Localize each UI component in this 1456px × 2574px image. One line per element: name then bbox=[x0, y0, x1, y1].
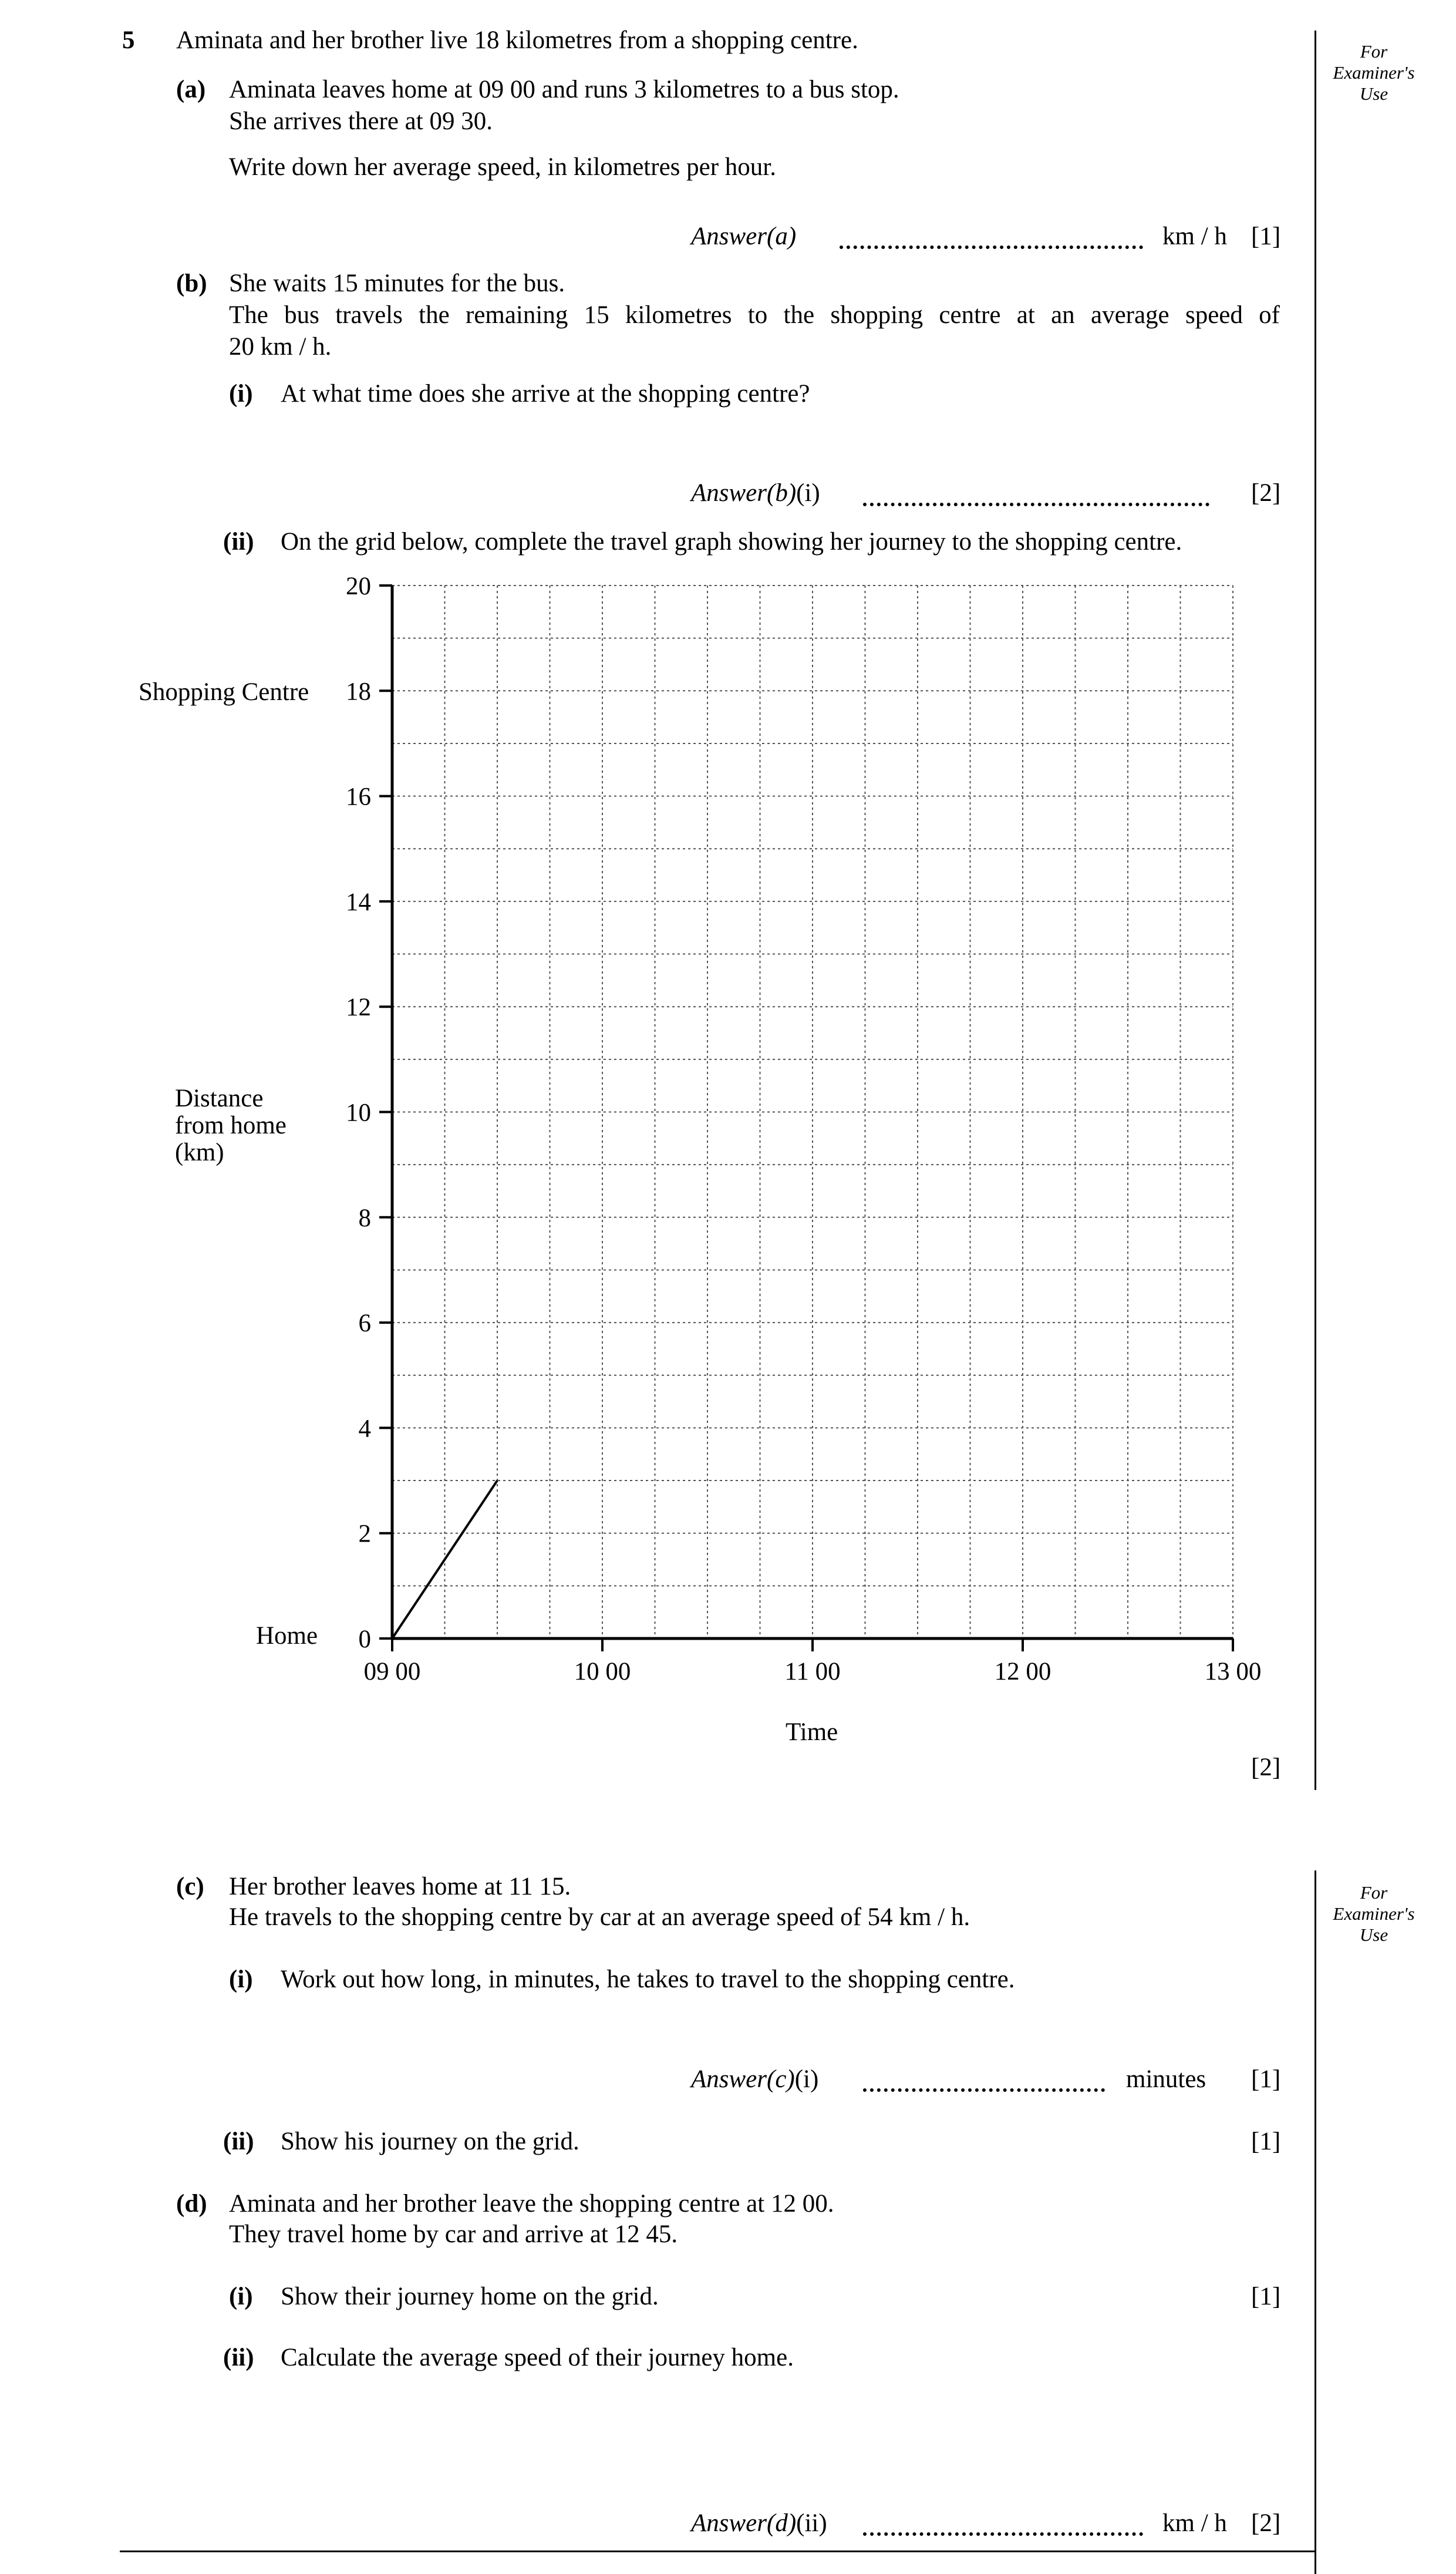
examiner-label-line: Examiner's bbox=[1333, 1903, 1415, 1924]
y-tick-label: 6 bbox=[358, 1310, 371, 1338]
part-c-ii-marks: [1] bbox=[1251, 2128, 1281, 2155]
y-tick-label: 4 bbox=[358, 1415, 371, 1443]
part-d-ii-marks: [2] bbox=[1251, 2509, 1281, 2537]
part-c-i-unit: minutes bbox=[1126, 2065, 1206, 2093]
answer-label-suffix: (i) bbox=[794, 2065, 819, 2093]
part-b-label: (b) bbox=[176, 270, 207, 297]
part-a-answer-label: Answer(a) bbox=[691, 223, 797, 250]
part-c-i-answer-line[interactable] bbox=[863, 2088, 1105, 2092]
part-d-line2: They travel home by car and arrive at 12 45. bbox=[229, 2220, 678, 2248]
y-tick-label: 8 bbox=[358, 1204, 371, 1232]
examiner-label-line: For bbox=[1360, 41, 1388, 62]
answer-label-suffix: (i) bbox=[796, 479, 820, 507]
y-axis-label-line: (km) bbox=[175, 1139, 224, 1166]
part-d-ii-answer-line[interactable] bbox=[863, 2532, 1143, 2536]
answer-label-suffix: (ii) bbox=[796, 2509, 827, 2537]
part-d-i-text: Show their journey home on the grid. bbox=[281, 2283, 659, 2310]
part-c-i-marks: [1] bbox=[1251, 2065, 1281, 2093]
part-d-ii-answer-label bbox=[691, 2509, 827, 2538]
examiner-use-label-bottom bbox=[1315, 1882, 1433, 1946]
part-d-line1: Aminata and her brother leave the shopping centre at 12 00. bbox=[229, 2190, 834, 2218]
x-axis-label: Time bbox=[786, 1718, 838, 1746]
x-tick-label: 11 00 bbox=[784, 1658, 841, 1685]
x-tick-label: 09 00 bbox=[363, 1658, 421, 1685]
part-c-i-text: Work out how long, in minutes, he takes to travel to the shopping centre. bbox=[281, 1966, 1015, 1993]
part-d-ii-label: (ii) bbox=[223, 2344, 254, 2371]
y-axis-label bbox=[175, 1085, 287, 1166]
examiner-label-line: For bbox=[1360, 1882, 1388, 1903]
examiner-label-line: Examiner's bbox=[1333, 62, 1415, 83]
y-tick-label: 2 bbox=[358, 1520, 371, 1548]
y-tick-label: 20 bbox=[346, 573, 371, 600]
part-d-ii-text: Calculate the average speed of their journey home. bbox=[281, 2344, 794, 2371]
y-tick-label: 12 bbox=[346, 994, 371, 1022]
part-a-line2: She arrives there at 09 30. bbox=[229, 107, 493, 135]
y-tick-label: 16 bbox=[346, 783, 371, 811]
answer-label-italic: Answer(b) bbox=[691, 479, 797, 507]
part-c-ii-label: (ii) bbox=[223, 2128, 254, 2155]
part-a-label: (a) bbox=[176, 76, 206, 103]
y-axis-label-line: Distance bbox=[175, 1085, 264, 1112]
x-tick-label: 10 00 bbox=[574, 1658, 631, 1685]
part-c-ii-text: Show his journey on the grid. bbox=[281, 2128, 579, 2155]
part-a-unit: km / h bbox=[1162, 223, 1227, 250]
part-b-ii-text: On the grid below, complete the travel graph showing her journey to the shopping centre. bbox=[281, 528, 1182, 556]
examiner-label-line: Use bbox=[1359, 83, 1388, 104]
part-a-line1: Aminata leaves home at 09 00 and runs 3 kilometres to a bus stop. bbox=[229, 76, 899, 103]
y-annotation-home: Home bbox=[256, 1622, 318, 1650]
y-tick-label: 14 bbox=[346, 888, 371, 916]
part-b-line3: 20 km / h. bbox=[229, 333, 332, 361]
part-a-instruction: Write down her average speed, in kilometres per hour. bbox=[229, 153, 776, 181]
part-d-i-marks: [1] bbox=[1251, 2283, 1281, 2310]
part-b-ii-label: (ii) bbox=[223, 528, 254, 556]
y-axis-label-line: from home bbox=[175, 1112, 287, 1139]
question-number: 5 bbox=[122, 26, 135, 54]
part-d-i-label: (i) bbox=[229, 2283, 253, 2310]
part-b-ii-marks: [2] bbox=[1251, 1754, 1281, 1781]
part-d-ii-unit: km / h bbox=[1162, 2509, 1227, 2537]
part-c-i-label: (i) bbox=[229, 1966, 253, 1993]
part-b-line2: The bus travels the remaining 15 kilometres to the shopping centre at an average speed of bbox=[229, 301, 1280, 329]
y-tick-label: 18 bbox=[346, 678, 371, 706]
part-b-line1: She waits 15 minutes for the bus. bbox=[229, 270, 565, 297]
part-c-label: (c) bbox=[176, 1873, 204, 1900]
part-b-i-marks: [2] bbox=[1251, 479, 1281, 507]
answer-label-italic: Answer(c) bbox=[691, 2065, 795, 2093]
part-c-line2: He travels to the shopping centre by car at an average speed of 54 km / h. bbox=[229, 1903, 970, 1931]
part-c-line1: Her brother leaves home at 11 15. bbox=[229, 1873, 571, 1900]
page-bottom-rule bbox=[120, 2551, 1315, 2552]
part-d-label: (d) bbox=[176, 2190, 207, 2218]
part-b-i-text: At what time does she arrive at the shopping centre? bbox=[281, 380, 810, 408]
question-intro: Aminata and her brother live 18 kilometres from a shopping centre. bbox=[176, 26, 858, 54]
y-tick-label: 10 bbox=[346, 1099, 371, 1127]
examiner-label-line: Use bbox=[1359, 1924, 1388, 1945]
part-c-i-answer-label bbox=[691, 2065, 818, 2094]
part-a-marks: [1] bbox=[1251, 223, 1281, 250]
answer-label-italic: Answer(d) bbox=[691, 2509, 797, 2537]
part-b-i-label: (i) bbox=[229, 380, 253, 408]
x-tick-label: 13 00 bbox=[1204, 1658, 1262, 1685]
y-annotation-shopping-centre: Shopping Centre bbox=[139, 678, 309, 706]
x-tick-label: 12 00 bbox=[994, 1658, 1051, 1685]
examiner-margin-rule-bottom bbox=[1315, 1870, 1316, 2574]
y-tick-label: 0 bbox=[358, 1626, 371, 1653]
journey-line bbox=[392, 1481, 497, 1638]
